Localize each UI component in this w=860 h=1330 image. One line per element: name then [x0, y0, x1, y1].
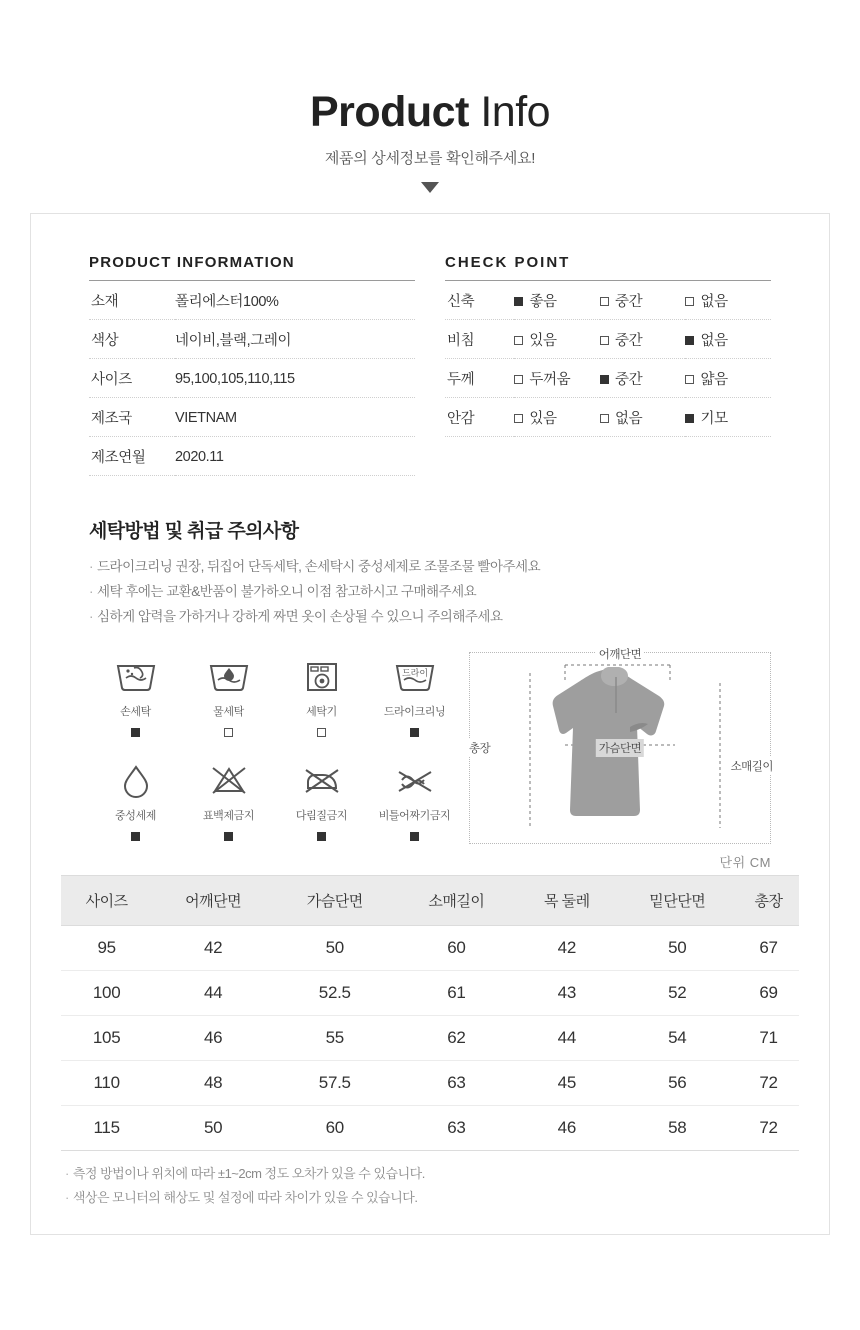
checkbox-filled-icon [410, 728, 419, 737]
cell: 43 [517, 971, 616, 1016]
column-header: 밑단단면 [616, 876, 738, 926]
cell: 100 [61, 971, 152, 1016]
table-row [89, 281, 415, 320]
cell: 55 [274, 1016, 396, 1061]
cell: 69 [738, 971, 799, 1016]
cell: 110 [61, 1061, 152, 1106]
care-symbol-check [368, 724, 461, 742]
spec-value: 95,100,105,110,115 [175, 359, 415, 398]
care-symbols-and-measure-figure [31, 630, 829, 846]
table-row [445, 320, 771, 359]
page-subtitle: 제품의 상세정보를 확인해주세요! [324, 150, 536, 167]
care-symbol-label: 드라이크리닝 [383, 706, 446, 718]
cell: 42 [152, 926, 274, 971]
checkpoint-option-label: 있음 [529, 411, 557, 427]
care-symbol-dry-clean [368, 652, 461, 742]
care-symbol-label: 비틀어짜기금지 [378, 810, 451, 822]
care-symbol-label: 중성세제 [115, 810, 156, 822]
checkpoint-option [685, 398, 771, 437]
product-information-title: PRODUCT INFORMATION [89, 254, 295, 271]
checkpoint-option [600, 281, 685, 320]
cell: 57.5 [274, 1061, 396, 1106]
size-table-wrapper [31, 871, 829, 1151]
checkbox-filled-icon [600, 375, 609, 384]
table-row [61, 1106, 799, 1151]
svg-text:드라이: 드라이 [401, 668, 428, 678]
care-symbol-check [275, 724, 368, 742]
table-row [89, 437, 415, 476]
cell: 50 [616, 926, 738, 971]
spec-key: 색상 [89, 320, 175, 359]
column-header: 총장 [738, 876, 799, 926]
wash-instructions [31, 476, 829, 625]
checkbox-empty-icon [514, 414, 523, 423]
checkpoint-key: 비침 [445, 320, 514, 359]
checkpoint-option [514, 281, 600, 320]
footnote-text: 색상은 모니터의 해상도 및 설정에 따라 차이가 있을 수 있습니다. [72, 1190, 418, 1205]
care-symbol-washing-machine [275, 652, 368, 742]
table-row [89, 398, 415, 437]
checkbox-filled-icon [131, 832, 140, 841]
table-row [61, 1061, 799, 1106]
cell: 52 [616, 971, 738, 1016]
info-tables [31, 214, 829, 476]
spec-value: VIETNAM [175, 398, 415, 437]
dry-clean-icon [368, 652, 461, 700]
cell: 71 [738, 1016, 799, 1061]
checkpoint-option-label: 없음 [700, 294, 728, 310]
checkbox-filled-icon [224, 832, 233, 841]
figure-label-chest: 가슴단면 [596, 739, 644, 757]
spec-key: 소재 [89, 281, 175, 320]
table-row [61, 926, 799, 971]
checkpoint-option [685, 281, 771, 320]
product-information-block [89, 254, 415, 476]
checkbox-filled-icon [685, 414, 694, 423]
table-row [89, 359, 415, 398]
cell: 67 [738, 926, 799, 971]
footnotes [31, 1151, 829, 1206]
care-symbol-label: 다림질금지 [295, 810, 348, 822]
care-symbol-hand-wash [89, 652, 182, 742]
no-wring-icon [368, 756, 461, 804]
bullet-dot-icon: · [89, 559, 93, 574]
care-symbol-no-iron [275, 756, 368, 846]
cell: 42 [517, 926, 616, 971]
cell: 54 [616, 1016, 738, 1061]
cell: 60 [274, 1106, 396, 1151]
checkbox-empty-icon [514, 336, 523, 345]
checkpoint-option [600, 359, 685, 398]
wash-note-text: 세탁 후에는 교환&반품이 불가하오니 이점 참고하시고 구매해주세요 [97, 584, 477, 599]
unit-note: 단위 CM [719, 855, 771, 870]
bullet-dot-icon: · [65, 1166, 69, 1181]
checkbox-empty-icon [317, 728, 326, 737]
column-header: 가슴단면 [274, 876, 396, 926]
figure-label-total-length: 총장 [466, 739, 493, 757]
wash-note [89, 605, 771, 625]
cell: 63 [396, 1106, 518, 1151]
page-title-light: Info [468, 88, 551, 136]
checkpoint-option-label: 중간 [615, 372, 643, 388]
care-symbol-grid [89, 652, 461, 846]
wash-title: 세탁방법 및 취급 주의사항 [89, 521, 299, 542]
page-title-bold: Product [309, 88, 469, 136]
checkpoint-option [600, 398, 685, 437]
neutral-detergent-icon [89, 756, 182, 804]
cell: 72 [738, 1061, 799, 1106]
checkbox-filled-icon [131, 728, 140, 737]
spec-value: 네이비,블랙,그레이 [175, 320, 415, 359]
checkbox-empty-icon [685, 375, 694, 384]
figure-label-shoulder: 어깨단면 [596, 645, 644, 663]
page-header [0, 0, 860, 193]
checkpoint-option-label: 중간 [615, 294, 643, 310]
table-row [445, 359, 771, 398]
checkpoint-option-label: 기모 [700, 411, 728, 427]
cell: 61 [396, 971, 518, 1016]
checkbox-filled-icon [317, 832, 326, 841]
care-symbol-water-wash [182, 652, 275, 742]
cell: 44 [517, 1016, 616, 1061]
checkpoint-option-label: 좋음 [529, 294, 557, 310]
wash-note [89, 555, 771, 575]
checkpoint-option-label: 얇음 [700, 372, 728, 388]
footnote-text: 측정 방법이나 위치에 따라 ±1~2cm 정도 오차가 있을 수 있습니다. [72, 1166, 425, 1181]
checkpoint-option [514, 398, 600, 437]
care-symbol-no-bleach [182, 756, 275, 846]
checkpoint-key: 신축 [445, 281, 514, 320]
cell: 48 [152, 1061, 274, 1106]
care-symbol-check [89, 828, 182, 846]
footnote [65, 1163, 795, 1182]
table-row [61, 1016, 799, 1061]
cell: 46 [152, 1016, 274, 1061]
checkpoint-option [685, 359, 771, 398]
spec-key: 제조연월 [89, 437, 175, 476]
table-row [445, 281, 771, 320]
spec-key: 사이즈 [89, 359, 175, 398]
checkpoint-option-label: 없음 [700, 333, 728, 349]
care-symbol-label: 물세탁 [213, 706, 244, 718]
column-header: 소매길이 [396, 876, 518, 926]
info-panel [30, 213, 830, 1235]
care-symbol-check [275, 828, 368, 846]
size-table-header-row [61, 876, 799, 926]
cell: 105 [61, 1016, 152, 1061]
figure-label-sleeve-length: 소매길이 [728, 757, 776, 775]
checkpoint-option-label: 없음 [615, 411, 643, 427]
page-title [0, 88, 860, 137]
checkbox-filled-icon [514, 297, 523, 306]
cell: 63 [396, 1061, 518, 1106]
checkpoint-option-label: 있음 [529, 333, 557, 349]
table-row [89, 320, 415, 359]
hand-wash-icon [89, 652, 182, 700]
care-symbol-check [89, 724, 182, 742]
checkpoint-option-label: 중간 [615, 333, 643, 349]
check-point-title: CHECK POINT [445, 254, 571, 271]
care-symbol-no-wring [368, 756, 461, 846]
spec-key: 제조국 [89, 398, 175, 437]
measure-figure [469, 649, 773, 846]
cell: 58 [616, 1106, 738, 1151]
table-row [445, 398, 771, 437]
care-symbol-label: 손세탁 [120, 706, 151, 718]
cell: 95 [61, 926, 152, 971]
column-header: 사이즈 [61, 876, 152, 926]
column-header: 목 둘레 [517, 876, 616, 926]
checkbox-empty-icon [600, 414, 609, 423]
checkbox-filled-icon [410, 832, 419, 841]
size-table [61, 875, 799, 1151]
care-symbol-check [182, 828, 275, 846]
cell: 45 [517, 1061, 616, 1106]
product-information-table [89, 280, 415, 476]
checkbox-filled-icon [685, 336, 694, 345]
checkbox-empty-icon [224, 728, 233, 737]
care-symbol-label: 표백제금지 [202, 810, 255, 822]
washing-machine-icon [275, 652, 368, 700]
bullet-dot-icon: · [89, 584, 93, 599]
check-point-table [445, 280, 771, 437]
cell: 50 [274, 926, 396, 971]
no-iron-icon [275, 756, 368, 804]
water-wash-icon [182, 652, 275, 700]
checkpoint-option-label: 두꺼움 [529, 372, 571, 388]
care-symbol-check [368, 828, 461, 846]
checkpoint-option [600, 320, 685, 359]
triangle-down-icon [421, 182, 439, 193]
cell: 50 [152, 1106, 274, 1151]
wash-note-text: 심하게 압력을 가하거나 강하게 짜면 옷이 손상될 수 있으니 주의해주세요 [97, 609, 503, 624]
checkpoint-key: 안감 [445, 398, 514, 437]
checkbox-empty-icon [600, 297, 609, 306]
column-header: 어깨단면 [152, 876, 274, 926]
cell: 46 [517, 1106, 616, 1151]
checkbox-empty-icon [600, 336, 609, 345]
cell: 56 [616, 1061, 738, 1106]
bullet-dot-icon: · [65, 1190, 69, 1205]
checkpoint-option [514, 359, 600, 398]
checkpoint-key: 두께 [445, 359, 514, 398]
checkbox-empty-icon [514, 375, 523, 384]
bullet-dot-icon: · [89, 609, 93, 624]
spec-value: 2020.11 [175, 437, 415, 476]
spec-value: 폴리에스터100% [175, 281, 415, 320]
table-row [61, 971, 799, 1016]
cell: 62 [396, 1016, 518, 1061]
cell: 60 [396, 926, 518, 971]
wash-note [89, 580, 771, 600]
cell: 44 [152, 971, 274, 1016]
care-symbol-neutral-detergent [89, 756, 182, 846]
footnote [65, 1187, 795, 1206]
measure-figure-frame [469, 649, 773, 844]
checkpoint-option [685, 320, 771, 359]
cell: 115 [61, 1106, 152, 1151]
wash-note-text: 드라이크리닝 권장, 뒤집어 단독세탁, 손세탁시 중성세제로 조물조물 빨아주세요 [97, 559, 541, 574]
care-symbol-check [182, 724, 275, 742]
checkbox-empty-icon [685, 297, 694, 306]
cell: 52.5 [274, 971, 396, 1016]
care-symbol-label: 세탁기 [306, 706, 337, 718]
cell: 72 [738, 1106, 799, 1151]
check-point-block [445, 254, 771, 476]
checkpoint-option [514, 320, 600, 359]
no-bleach-icon [182, 756, 275, 804]
